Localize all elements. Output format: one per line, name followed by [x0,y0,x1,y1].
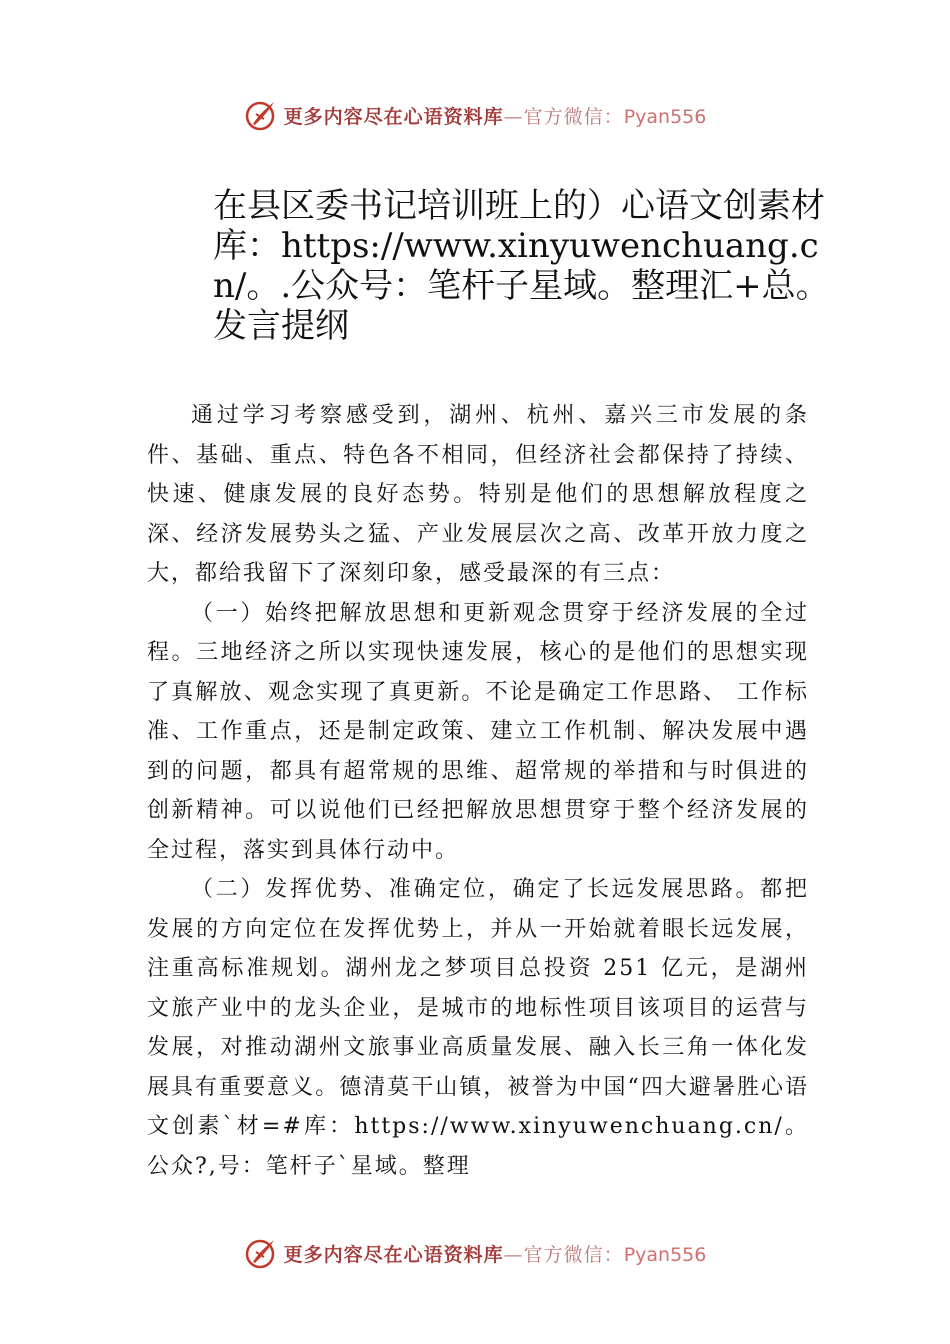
banner-text: 更多内容尽在心语资料库—官方微信：Pyan556 [283,105,707,128]
header-banner [0,95,950,135]
banner-text: 更多内容尽在心语资料库—官方微信：Pyan556 [283,1243,707,1266]
paragraph: 通过学习考察感受到，湖州、杭州、嘉兴三市发展的条件、基础、重点、特色各不相同，但经济社会都保持了持续、快速、健康发展的良好态势。特别是他们的思想解放程度之深、经济发展势头之猛、产业发展层次之高、改革开放力度之大，都给我留下了深刻印象，感受最深的有三点： [147,403,809,586]
document-body [147,396,809,1186]
quill-logo-icon [244,1236,278,1270]
paragraph: （二）发挥优势、准确定位，确定了长远发展思路。都把发展的方向定位在发挥优势上，并从一开始就着眼长远发展，注重高标准规划。湖州龙之梦项目总投资 251 亿元，是湖州文旅产业中的龙头企业，是城市的地标性项目该项目的运营与发展，对推动湖州文旅事业高质量发展、融入长三角一体化发展具有重要意义。德清莫干山镇，被誉为中国“四大避暑胜心语文创素`材=#库：https://www.xinyuwenchuang.cn/。公众?,号：笔杆子`星域。整理 [147,877,809,1179]
paragraph: （一）始终把解放思想和更新观念贯穿于经济发展的全过程。三地经济之所以实现快速发展，核心的是他们的思想实现了真解放、观念实现了真更新。不论是确定工作思路、 工作标准、工作重点，还是制定政策、建立工作机制、解决发展中遇到的问题，都具有超常规的思维、超常规的举措和与时俱进的创新精神。可以说他们已经把解放思想贯穿于整个经济发展的全过程，落实到具体行动中。 [147,600,809,863]
document-title: 在县区委书记培训班上的）心语文创素材库：https://www.xinyuwenchuang.cn/。.公众号：笔杆子星域。整理汇+总。发言提纲 [213,186,830,346]
footer-banner [0,1233,950,1273]
quill-logo-icon [244,98,278,132]
